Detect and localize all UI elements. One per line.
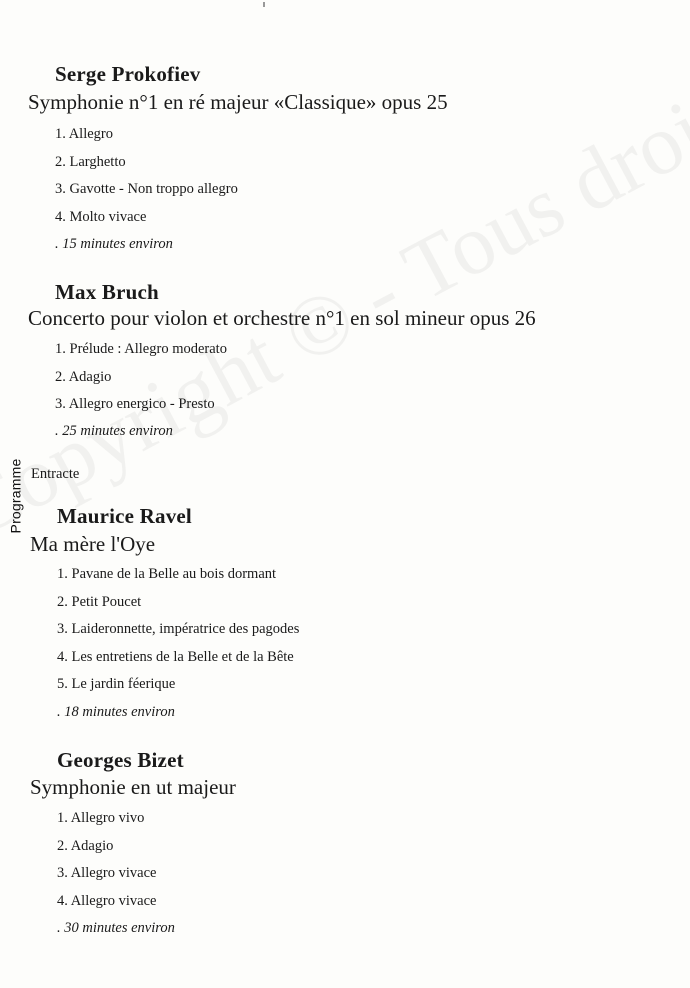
work-title: Symphonie n°1 en ré majeur «Classique» opus 25 [28,90,448,114]
movement-item: 3. Laideronnette, impératrice des pagodes [57,621,300,637]
movement-item: 5. Le jardin féerique [57,676,176,692]
composer-name: Georges Bizet [57,748,184,772]
movement-item: 3. Allegro energico - Presto [55,396,215,412]
movement-item: 2. Larghetto [55,153,126,170]
work-title: Concerto pour violon et orchestre n°1 en sol mineur opus 26 [28,306,536,330]
duration: . 15 minutes environ [55,236,173,252]
movement-item: 3. Allegro vivace [57,865,157,881]
movement-item: 2. Petit Poucet [57,593,142,610]
duration: . 25 minutes environ [55,423,173,439]
movement-item: 2. Adagio [55,368,112,385]
movement-item: 4. Molto vivace [55,208,147,225]
side-label: Programme [7,458,24,534]
intermission-label: Entracte [31,466,80,482]
movement-item: 4. Les entretiens de la Belle et de la Bête [57,648,294,665]
work-title: Ma mère l'Oye [30,532,156,556]
movement-list [57,564,299,702]
movement-list [57,808,156,918]
composer-name: Maurice Ravel [57,504,192,528]
composer-name: Max Bruch [55,280,159,304]
movement-item: 1. Allegro [55,126,113,142]
registration-mark [263,2,265,7]
movement-item: 1. Pavane de la Belle au bois dormant [57,566,277,582]
movement-item: 3. Gavotte - Non troppo allegro [55,181,238,197]
movement-list [55,124,238,234]
duration: . 30 minutes environ [57,920,175,936]
movement-list [55,339,227,422]
movement-item: 1. Allegro vivo [57,810,145,826]
movement-item: 2. Adagio [57,837,114,854]
work-title: Symphonie en ut majeur [30,775,236,799]
composer-name: Serge Prokofiev [55,62,201,86]
duration: . 18 minutes environ [57,704,175,720]
movement-item: 4. Allegro vivace [57,892,157,909]
movement-item: 1. Prélude : Allegro moderato [55,341,227,357]
